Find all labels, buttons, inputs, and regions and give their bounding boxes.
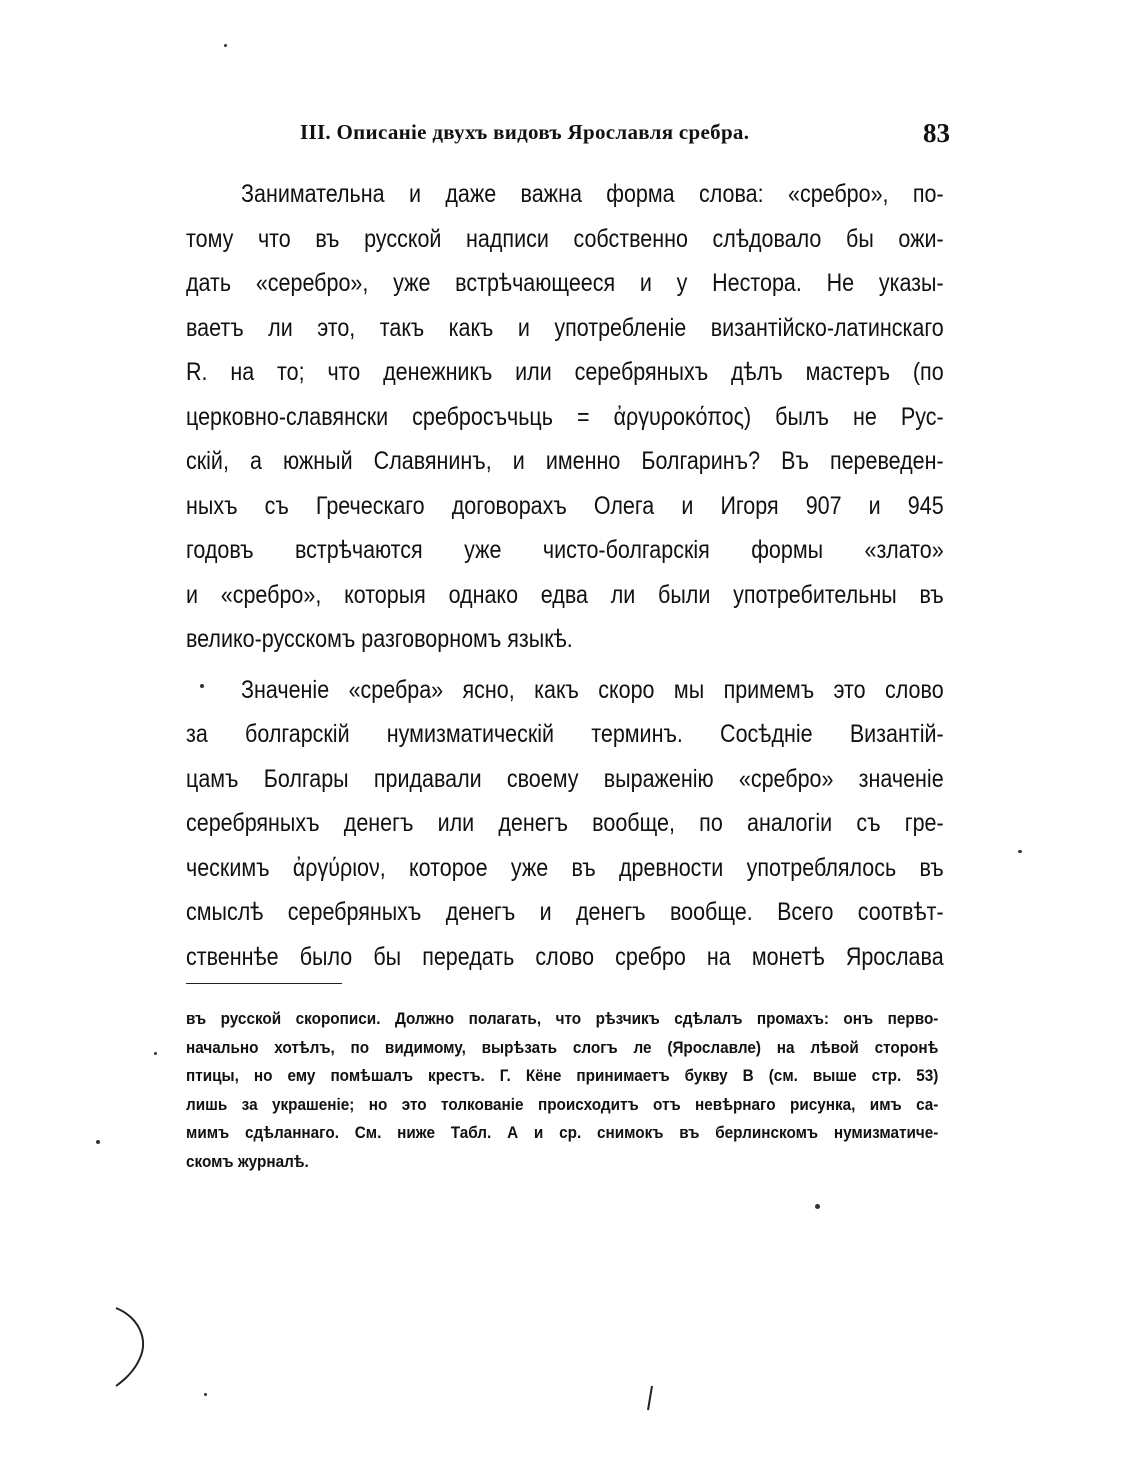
footnote-line: птицы, но ему помѣшалъ крестъ. Г. Кёне принимаетъ букву В (см. выше стр. 53) (186, 1066, 939, 1086)
text-line: серебряныхъ денегъ или денегъ вообще, по аналогіи съ гре- (186, 809, 944, 837)
scan-speck (154, 1052, 157, 1055)
text-line: скій, а южный Славянинъ, и именно Болгаринъ? Въ переведен- (186, 447, 944, 475)
text-line: ваетъ ли это, такъ какъ и употребленіе византійско-латинскаго (186, 313, 944, 342)
text-line: Занимательна и даже важна форма слова: «сребро», по- (241, 180, 944, 208)
margin-pencil-mark (110, 1300, 150, 1390)
text-line: ныхъ съ Греческаго договорахъ Олега и Игоря 907 и 945 (186, 491, 944, 520)
text-line: ственнѣе было бы передать слово сребро на монетѣ Ярослава (186, 942, 944, 971)
running-head (300, 118, 950, 154)
footnote-line: мимъ сдѣланнаго. См. ниже Табл. А и ср. снимокъ въ берлинскомъ нумизматиче- (186, 1123, 939, 1143)
text-line: церковно-славянски сребросъчьць = ἀργυροκόπος) былъ не Рус- (186, 402, 944, 431)
running-title: III. Описаніе двухъ видовъ Ярославля сребра. (300, 120, 750, 144)
text-line: годовъ встрѣчаются уже чисто-болгарскія формы «злато» (186, 536, 944, 564)
text-line: R. на то; что денежникъ или серебряныхъ дѣлъ мастеръ (по (186, 358, 944, 386)
main-text (186, 172, 944, 979)
scan-speck (204, 1393, 207, 1396)
text-line: Значеніе «сребра» ясно, какъ скоро мы примемъ это слово (241, 675, 944, 704)
footnote-line: начально хотѣлъ, по видимому, вырѣзать слогъ ле (Ярославле) на лѣвой сторонѣ (186, 1037, 939, 1057)
text-line: дать «серебро», уже встрѣчающееся и у Нестора. Не указы- (186, 269, 944, 297)
scan-speck (1018, 850, 1022, 853)
text-line: цамъ Болгары придавали своему выраженію «сребро» значеніе (186, 764, 944, 793)
text-line: ческимъ ἀργύριον, которое уже въ древности употреблялось въ (186, 853, 944, 882)
scan-speck (815, 1204, 820, 1209)
text-line: велико-русскомъ разговорномъ языкѣ. (186, 625, 573, 653)
footnote-rule (186, 983, 342, 984)
text-line: за болгарскій нумизматическій терминъ. Сосѣдніе Византій- (186, 720, 944, 748)
footnote-line: въ русской скорописи. Должно полагать, что рѣзчикъ сдѣлалъ промахъ: онъ перво- (186, 1009, 939, 1028)
page-number: 83 (923, 118, 950, 148)
scan-speck (200, 684, 204, 688)
scan-speck (224, 44, 227, 47)
margin-pencil-mark (644, 1384, 656, 1414)
text-line: тому что въ русской надписи собственно слѣдовало бы ожи- (186, 224, 944, 253)
text-line: и «сребро», которыя однако едва ли были употребительны въ (186, 580, 944, 609)
footnote-line: лишь за украшеніе; но это толкованіе происходитъ отъ невѣрнаго рисунка, имъ са- (186, 1094, 939, 1114)
scan-speck (96, 1140, 100, 1144)
footnote-line: скомъ журналѣ. (186, 1151, 309, 1171)
footnote (186, 1005, 939, 1177)
text-line: смыслѣ серебряныхъ денегъ и денегъ вообще. Всего соотвѣт- (186, 898, 944, 926)
